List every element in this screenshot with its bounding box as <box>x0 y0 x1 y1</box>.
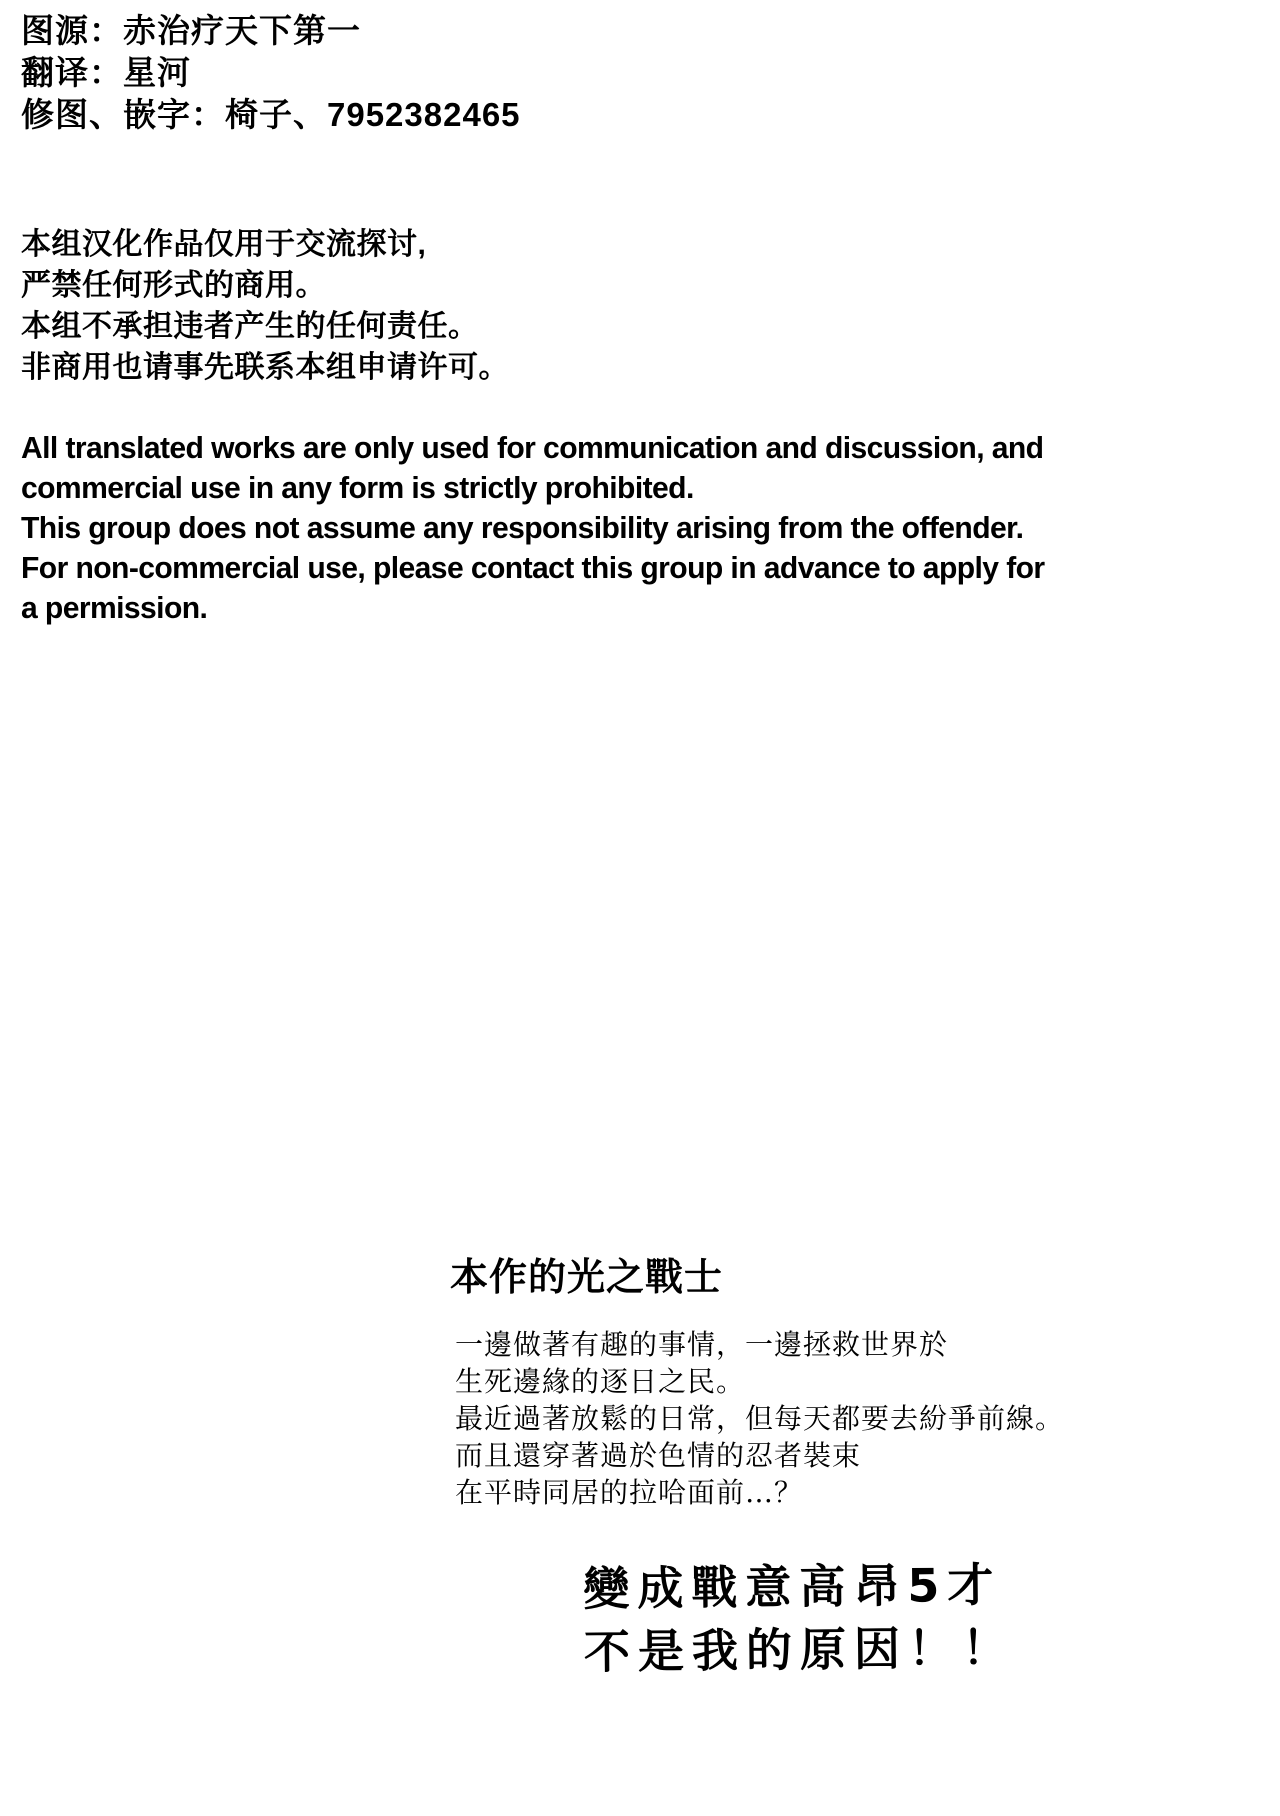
intro-line-3: 最近過著放鬆的日常，但每天都要去紛爭前線。 <box>455 1402 1065 1435</box>
en-disclaimer-line-2: commercial use in any form is strictly prohibited. <box>21 470 694 505</box>
credit-line-cleaner-typesetter: 修图、嵌字：椅子、7952382465 <box>21 96 521 133</box>
intro-line-2: 生死邊緣的逐日之民。 <box>455 1365 746 1398</box>
en-disclaimer-line-5: a permission. <box>21 590 208 625</box>
credits-block <box>21 10 521 136</box>
intro-line-4: 而且還穿著過於色情的忍者裝束 <box>455 1439 862 1472</box>
character-intro-title: 本作的光之戰士 <box>450 1254 724 1299</box>
zh-disclaimer-line-4: 非商用也请事先联系本组申请许可。 <box>21 351 509 384</box>
comic-exclamation-note <box>583 1553 1016 1684</box>
intro-line-1: 一邊做著有趣的事情，一邊拯救世界於 <box>455 1328 949 1361</box>
en-disclaimer-line-1: All translated works are only used for communication and discussion, and <box>21 430 1044 465</box>
chinese-disclaimer-block <box>21 224 509 388</box>
comic-note-line-2: 不是我的原因！！ <box>583 1620 1017 1679</box>
zh-disclaimer-line-2: 严禁任何形式的商用。 <box>21 269 326 302</box>
zh-disclaimer-line-3: 本组不承担违者产生的任何责任。 <box>21 310 479 343</box>
credit-line-translator: 翻译：星河 <box>21 54 191 91</box>
english-disclaimer-block <box>21 428 1045 628</box>
en-disclaimer-line-4: For non-commercial use, please contact this group in advance to apply for <box>21 550 1045 585</box>
comic-note-line-1: 變成戰意高昂5才 <box>583 1557 1002 1616</box>
character-intro-body <box>455 1326 1064 1511</box>
zh-disclaimer-line-1: 本组汉化作品仅用于交流探讨, <box>21 228 427 261</box>
en-disclaimer-line-3: This group does not assume any responsibility arising from the offender. <box>21 510 1024 545</box>
credit-line-source: 图源：赤治疗天下第一 <box>21 12 361 49</box>
intro-line-5: 在平時同居的拉哈面前…？ <box>455 1476 804 1509</box>
